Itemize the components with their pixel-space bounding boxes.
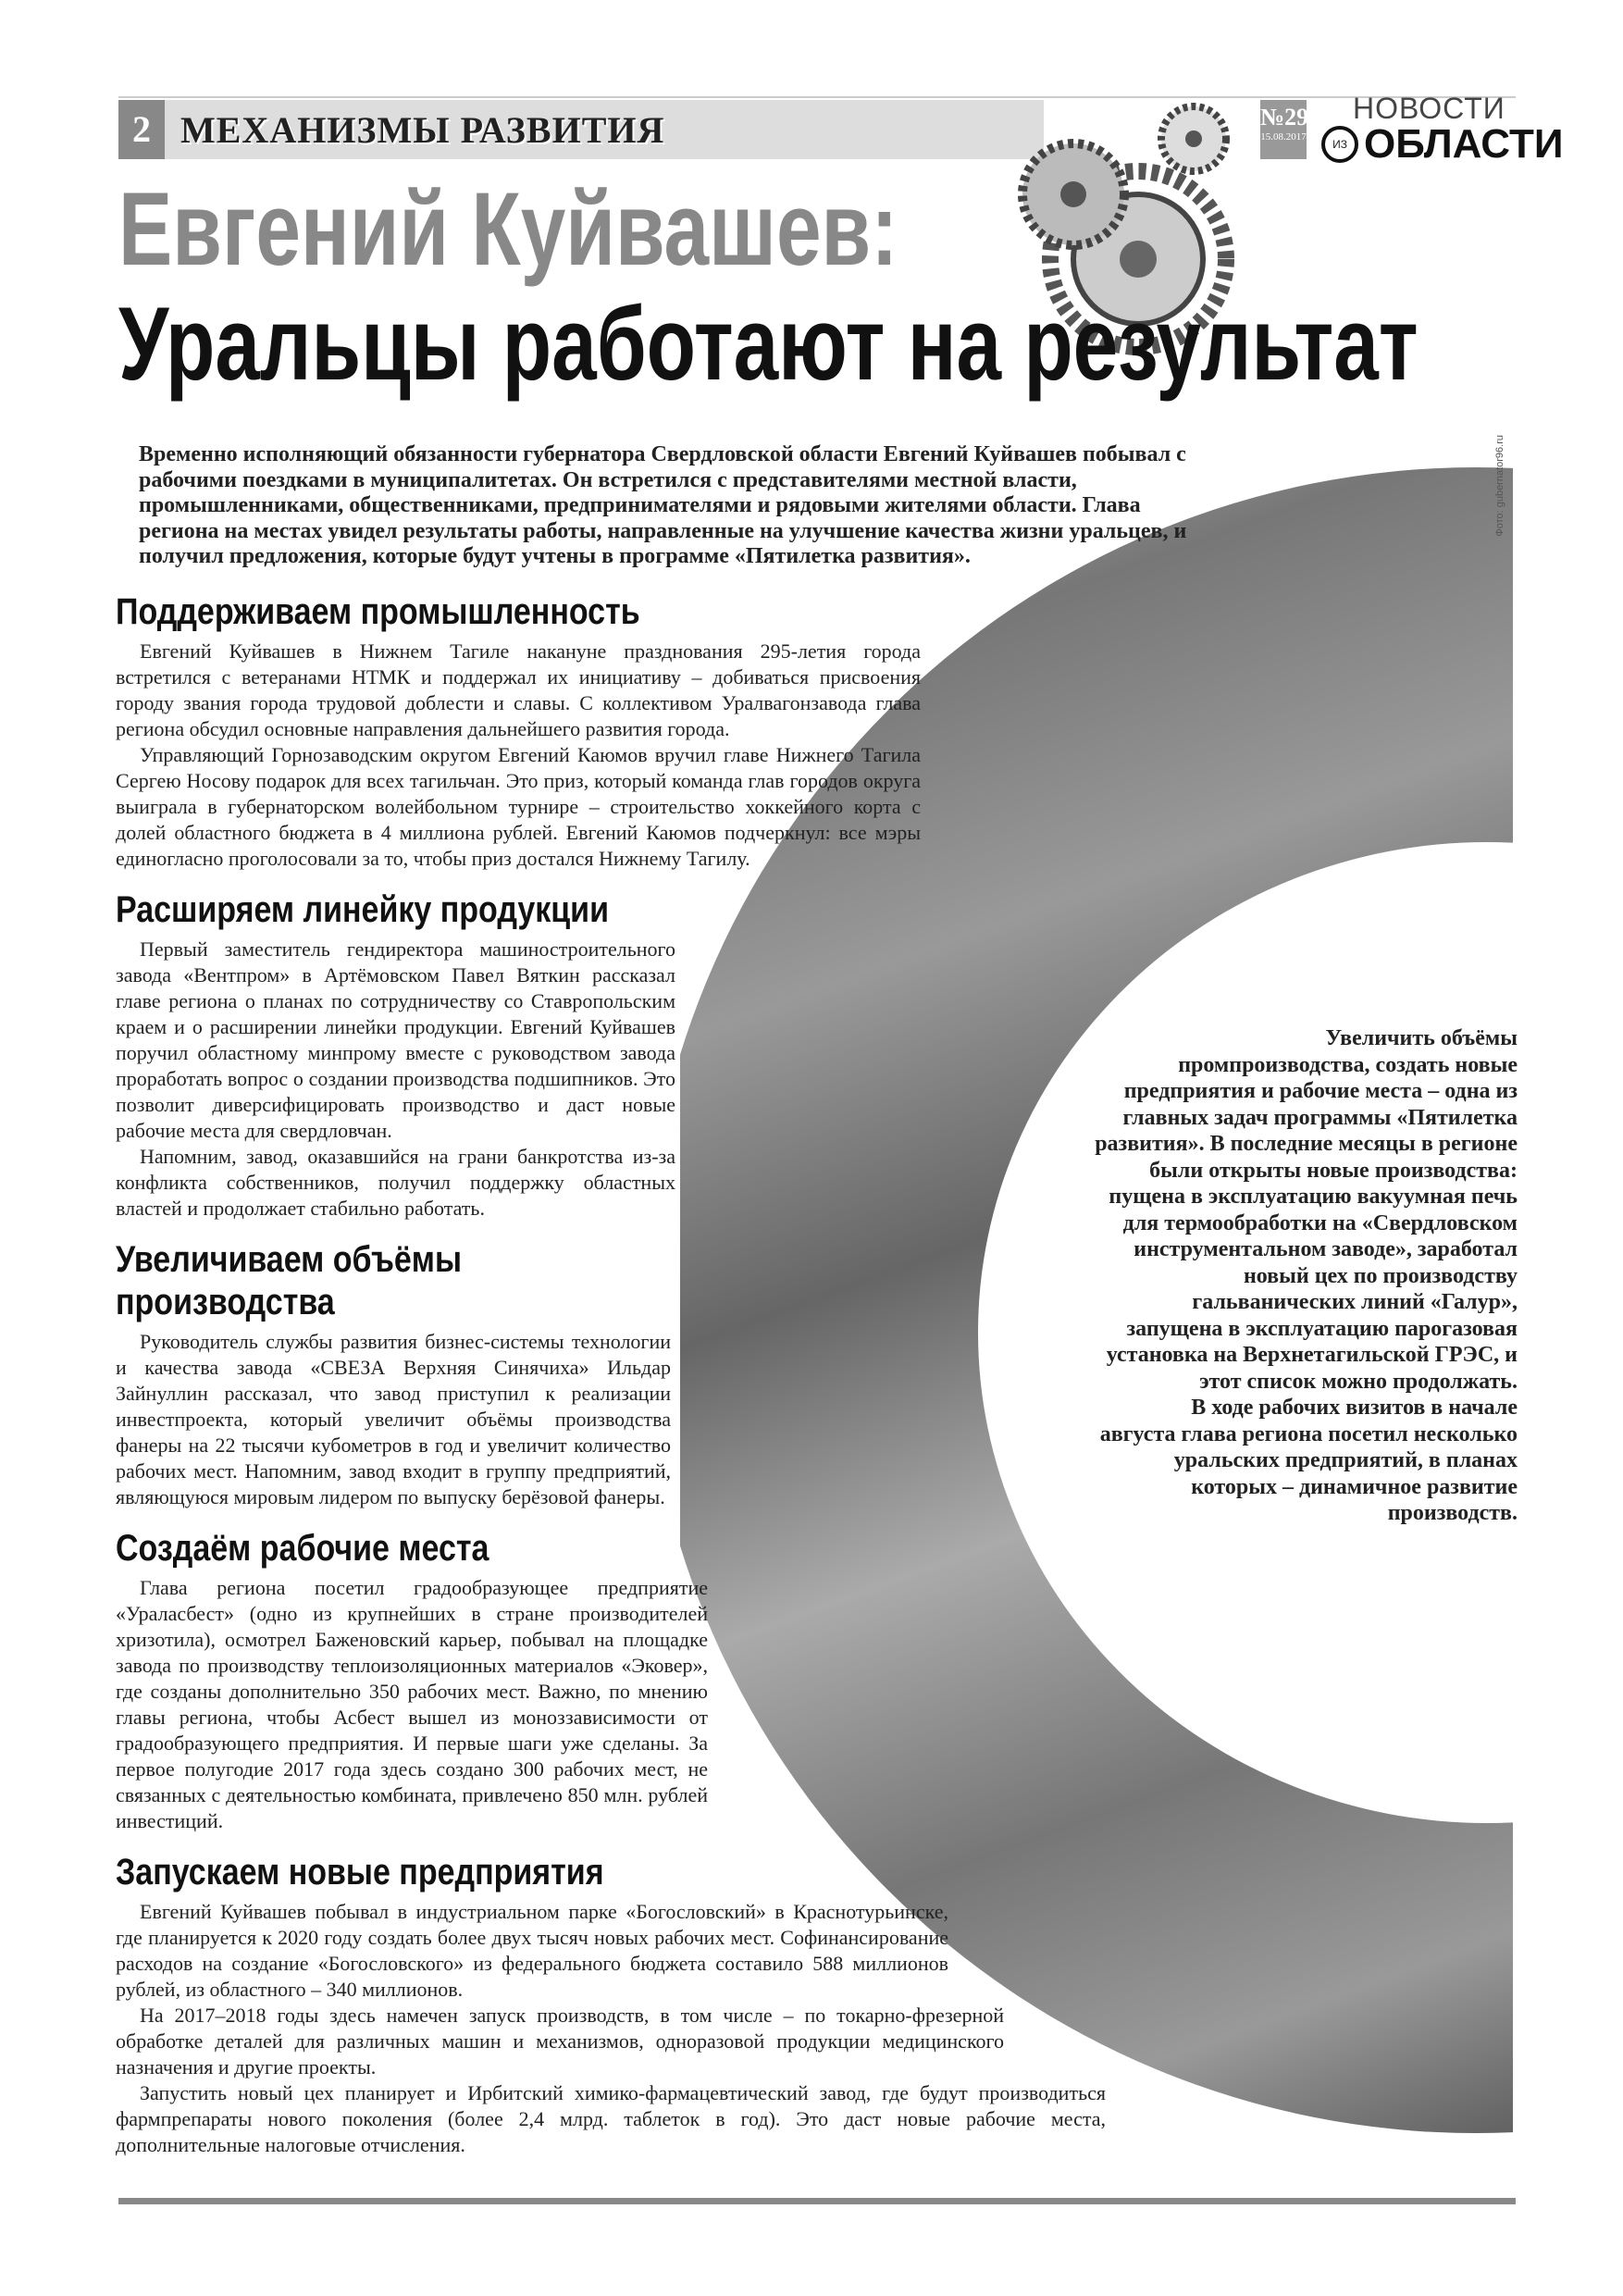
section-heading: Создаём рабочие места <box>116 1528 489 1569</box>
section-heading: Увеличиваем объёмы производства <box>116 1239 462 1322</box>
paragraph: Управляющий Горнозаводским округом Евгений Каюмов вручил главе Нижнего Тагила Сергею Носову подарок для всех тагильчан. Это приз, который команда глав городов округа выиграла в губернаторском волейбольном турнире – строительство хоккейного корта с долей областного бюджета в 4 миллиона рублей. Евгений Каюмов подчеркнул: все мэры единогласно проголосовали за то, чтобы приз достался Нижнему Тагилу. <box>116 743 921 870</box>
article-body <box>116 590 1115 2175</box>
paragraph: Глава региона посетил градообразующее предприятие «Ураласбест» (одно из крупнейших в стране производителей хризотила), осмотрел Баженовский карьер, побывал на площадке завода по производству теплоизоляционных материалов «Эковер», где созданы дополнительно 350 рабочих мест. Важно, по мнению главы региона, чтобы Асбест вышел из моноззависимости от градообразующего предприятия. И первые шаги уже сделаны. За первое полугодие 2017 года здесь создано 300 рабочих мест, не связанных с деятельностью комбината, привлечено 850 млн. рублей инвестиций. <box>116 1576 708 1832</box>
section-heading: Расширяем линейку продукции <box>116 889 609 930</box>
logo-top: НОВОСТИ <box>1353 92 1505 125</box>
newspaper-logo <box>1316 92 1564 167</box>
top-rule <box>118 96 1516 98</box>
section-enterprises <box>116 1851 1106 2158</box>
sidebar-paragraph: В ходе рабочих визитов в начале августа глава региона посетил несколько уральских предприятий, в планах которых – динамичное развитие производств. <box>1099 1396 1518 1525</box>
issue-number: №29 <box>1260 104 1309 130</box>
sidebar-paragraph: Увеличить объёмы промпроизводства, создать новые предприятия и рабочие места – одна из главных задач программы «Пятилетка развития». В последние месяцы в регионе были открыты новые производства: пущена в эксплуатацию вакуумная печь для термообработки на «Свердловском инструментальном заводе», заработал новый цех по производству гальванических линий «Галур», запущена в эксплуатацию парогазовая установка на Верхнетагильской ГРЭС, и этот список можно продолжать. <box>1095 1026 1518 1394</box>
paragraph: На 2017–2018 годы здесь намечен запуск производств, в том числе – по токарно-фрезерной обработке деталей для различных машин и механизмов, одноразовой продукции медицинского назначения и другие проекты. <box>116 2004 1004 2079</box>
page-number: 2 <box>118 100 165 159</box>
issue-date: 15.08.2017 <box>1260 131 1307 143</box>
paragraph: Напомним, завод, оказавшийся на грани банкротства из-за конфликта собственников, получил поддержку областных властей и продолжает стабильно работать. <box>116 1145 675 1220</box>
paragraph: Евгений Куйвашев побывал в индустриальном парке «Богословский» в Краснотурьинске, где планируется к 2020 году создать более двух тысяч новых рабочих мест. Софинансирование расходов на создание «Богословского» из федерального бюджета составило 588 миллионов рублей, из областного – 340 миллионов. <box>116 1900 948 2001</box>
section-jobs <box>116 1527 708 1834</box>
paragraph: Первый заместитель гендиректора машиностроительного завода «Вентпром» в Артёмовском Павел Вяткин рассказал главе региона о планах по сотрудничеству со Ставропольским краем и о расширении линейки продукции. Евгений Куйвашев поручил областному минпрому вместе с руководством завода проработать вопрос о создании производства подшипников. Это позволит диверсифицировать производство и даст новые рабочие места для свердловчан. <box>116 937 675 1142</box>
lead-paragraph: Временно исполняющий обязанности губернатора Свердловской области Евгений Куйвашев побывал с рабочими поездками в муниципалитетах. Он встретился с представителями местной власти, промышленниками, общественниками, предпринимателями и рядовыми жителями области. Глава региона на местах увидел результаты работы, направленные на улучшение качества жизни уральцев, и получил предложения, которые будут учтены в программе «Пятилетка развития». <box>139 442 1187 568</box>
headline-line1: Евгений Куйвашев: <box>118 171 898 287</box>
paragraph: Руководитель службы развития бизнес-системы технологии и качества завода «СВЕЗА Верхняя Синячиха» Ильдар Зайнуллин рассказал, что завод приступил к реализации инвестпроекта, который увеличит объёмы производства фанеры на 22 тысячи кубометров в год и увеличит количество рабочих мест. Напомним, завод входит в группу предприятий, являющуюся мировым лидером по выпуску берёзовой фанеры. <box>116 1330 671 1508</box>
paragraph: Евгений Куйвашев в Нижнем Тагиле накануне празднования 295-летия города встретился с ветеранами НТМК и поддержал их инициативу – добиваться присвоения городу звания города трудовой доблести и славы. С коллективом Уралвагонзавода глава региона обсудил основные направления дальнейшего развития города. <box>116 639 921 740</box>
bottom-rule <box>118 2198 1516 2204</box>
issue-badge <box>1260 100 1307 159</box>
logo-bottom: ОБЛАСТИ <box>1364 121 1564 167</box>
photo-credit: Фото: gubernator96.ru <box>1494 435 1505 537</box>
rubric-title: МЕХАНИЗМЫ РАЗВИТИЯ <box>180 109 665 151</box>
sidebar-text <box>1092 1025 1518 1527</box>
section-industry <box>116 590 921 872</box>
section-heading: Запускаем новые предприятия <box>116 1852 604 1893</box>
paragraph: Запустить новый цех планирует и Ирбитский химико-фармацевтический завод, где будут производиться фармпрепараты нового поколения (более 2,4 млрд. таблеток в год). Это даст новые рабочие места, дополнительные налоговые отчисления. <box>116 2081 1106 2156</box>
section-heading: Поддерживаем промышленность <box>116 591 640 632</box>
logo-prefix: ИЗ <box>1321 126 1358 163</box>
section-volumes <box>116 1238 671 1510</box>
headline-line2: Уральцы работают на результат <box>118 286 1419 402</box>
section-products <box>116 888 675 1222</box>
